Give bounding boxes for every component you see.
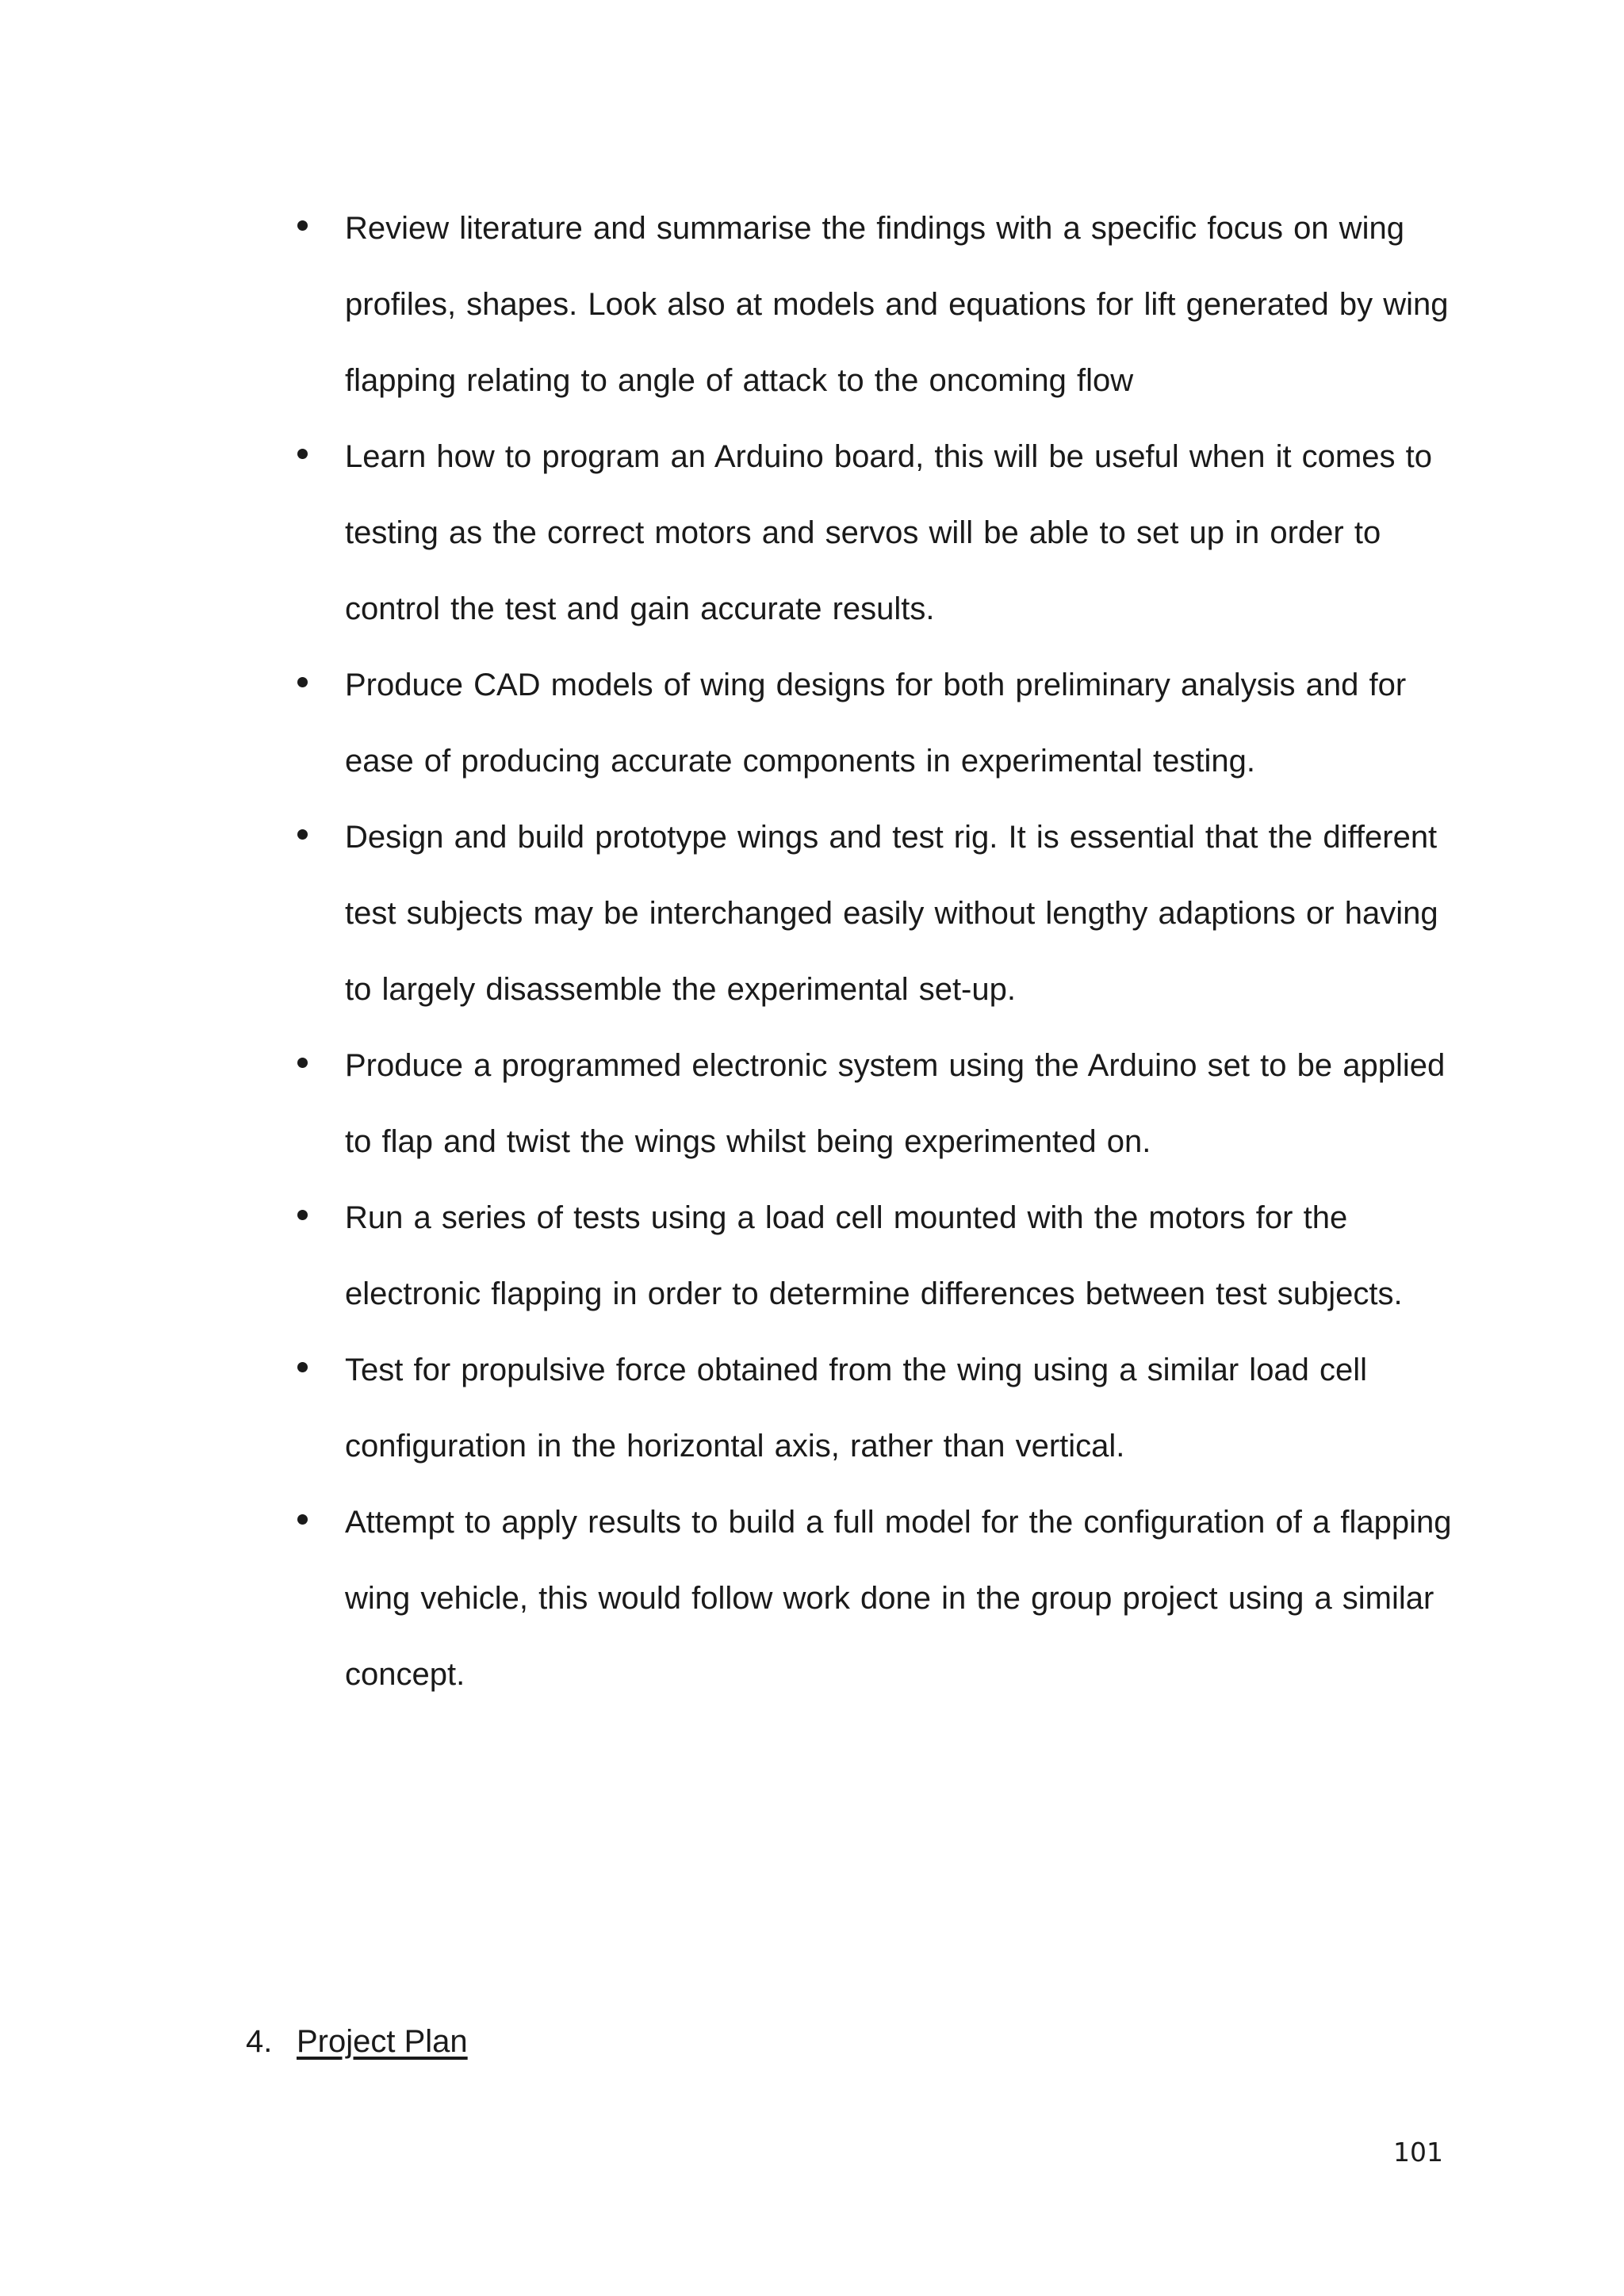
bullet-icon bbox=[297, 829, 308, 840]
list-item bbox=[297, 1027, 1455, 1180]
list-item bbox=[297, 1180, 1455, 1332]
section-title: Project Plan bbox=[297, 2024, 468, 2059]
list-item bbox=[297, 190, 1455, 419]
list-item-text: Attempt to apply results to build a full model for the configuration of a flapping wing vehicle, this would follow work done in the group project using a similar concept. bbox=[345, 1505, 1452, 1692]
list-item bbox=[297, 799, 1455, 1027]
list-item-text: Produce a programmed electronic system using the Arduino set to be applied to flap and twist the wings whilst being experimented on. bbox=[345, 1048, 1446, 1159]
bullet-icon bbox=[297, 1514, 308, 1525]
objectives-list bbox=[297, 190, 1455, 1712]
list-item bbox=[297, 1484, 1455, 1712]
page-number: 101 bbox=[1393, 2137, 1443, 2168]
list-item-text: Review literature and summarise the findings with a specific focus on wing profiles, shapes. Look also at models and equations for lift generated by wing flapping relating to angle of attack to the oncoming flow bbox=[345, 211, 1449, 398]
section-number: 4. bbox=[246, 2024, 273, 2059]
list-item-text: Design and build prototype wings and test rig. It is essential that the different test subjects may be interchanged easily without lengthy adaptions or having to largely disassemble the experimental set-up. bbox=[345, 820, 1438, 1007]
list-item-text: Learn how to program an Arduino board, this will be useful when it comes to testing as the correct motors and servos will be able to set up in order to control the test and gain accurate results. bbox=[345, 439, 1432, 626]
bullet-icon bbox=[297, 677, 308, 687]
list-item-text: Produce CAD models of wing designs for both preliminary analysis and for ease of producing accurate components in experimental testing. bbox=[345, 668, 1407, 779]
list-item bbox=[297, 647, 1455, 799]
bullet-icon bbox=[297, 1210, 308, 1220]
bullet-icon bbox=[297, 1362, 308, 1372]
list-item-text: Run a series of tests using a load cell mounted with the motors for the electronic flapping in order to determine differences between test subjects. bbox=[345, 1200, 1403, 1311]
bullet-icon bbox=[297, 449, 308, 459]
section-heading bbox=[246, 2018, 468, 2065]
list-item bbox=[297, 1332, 1455, 1484]
list-item-text: Test for propulsive force obtained from the wing using a similar load cell configuration in the horizontal axis, rather than vertical. bbox=[345, 1353, 1368, 1464]
bullet-icon bbox=[297, 220, 308, 231]
list-item bbox=[297, 419, 1455, 647]
bullet-icon bbox=[297, 1058, 308, 1068]
